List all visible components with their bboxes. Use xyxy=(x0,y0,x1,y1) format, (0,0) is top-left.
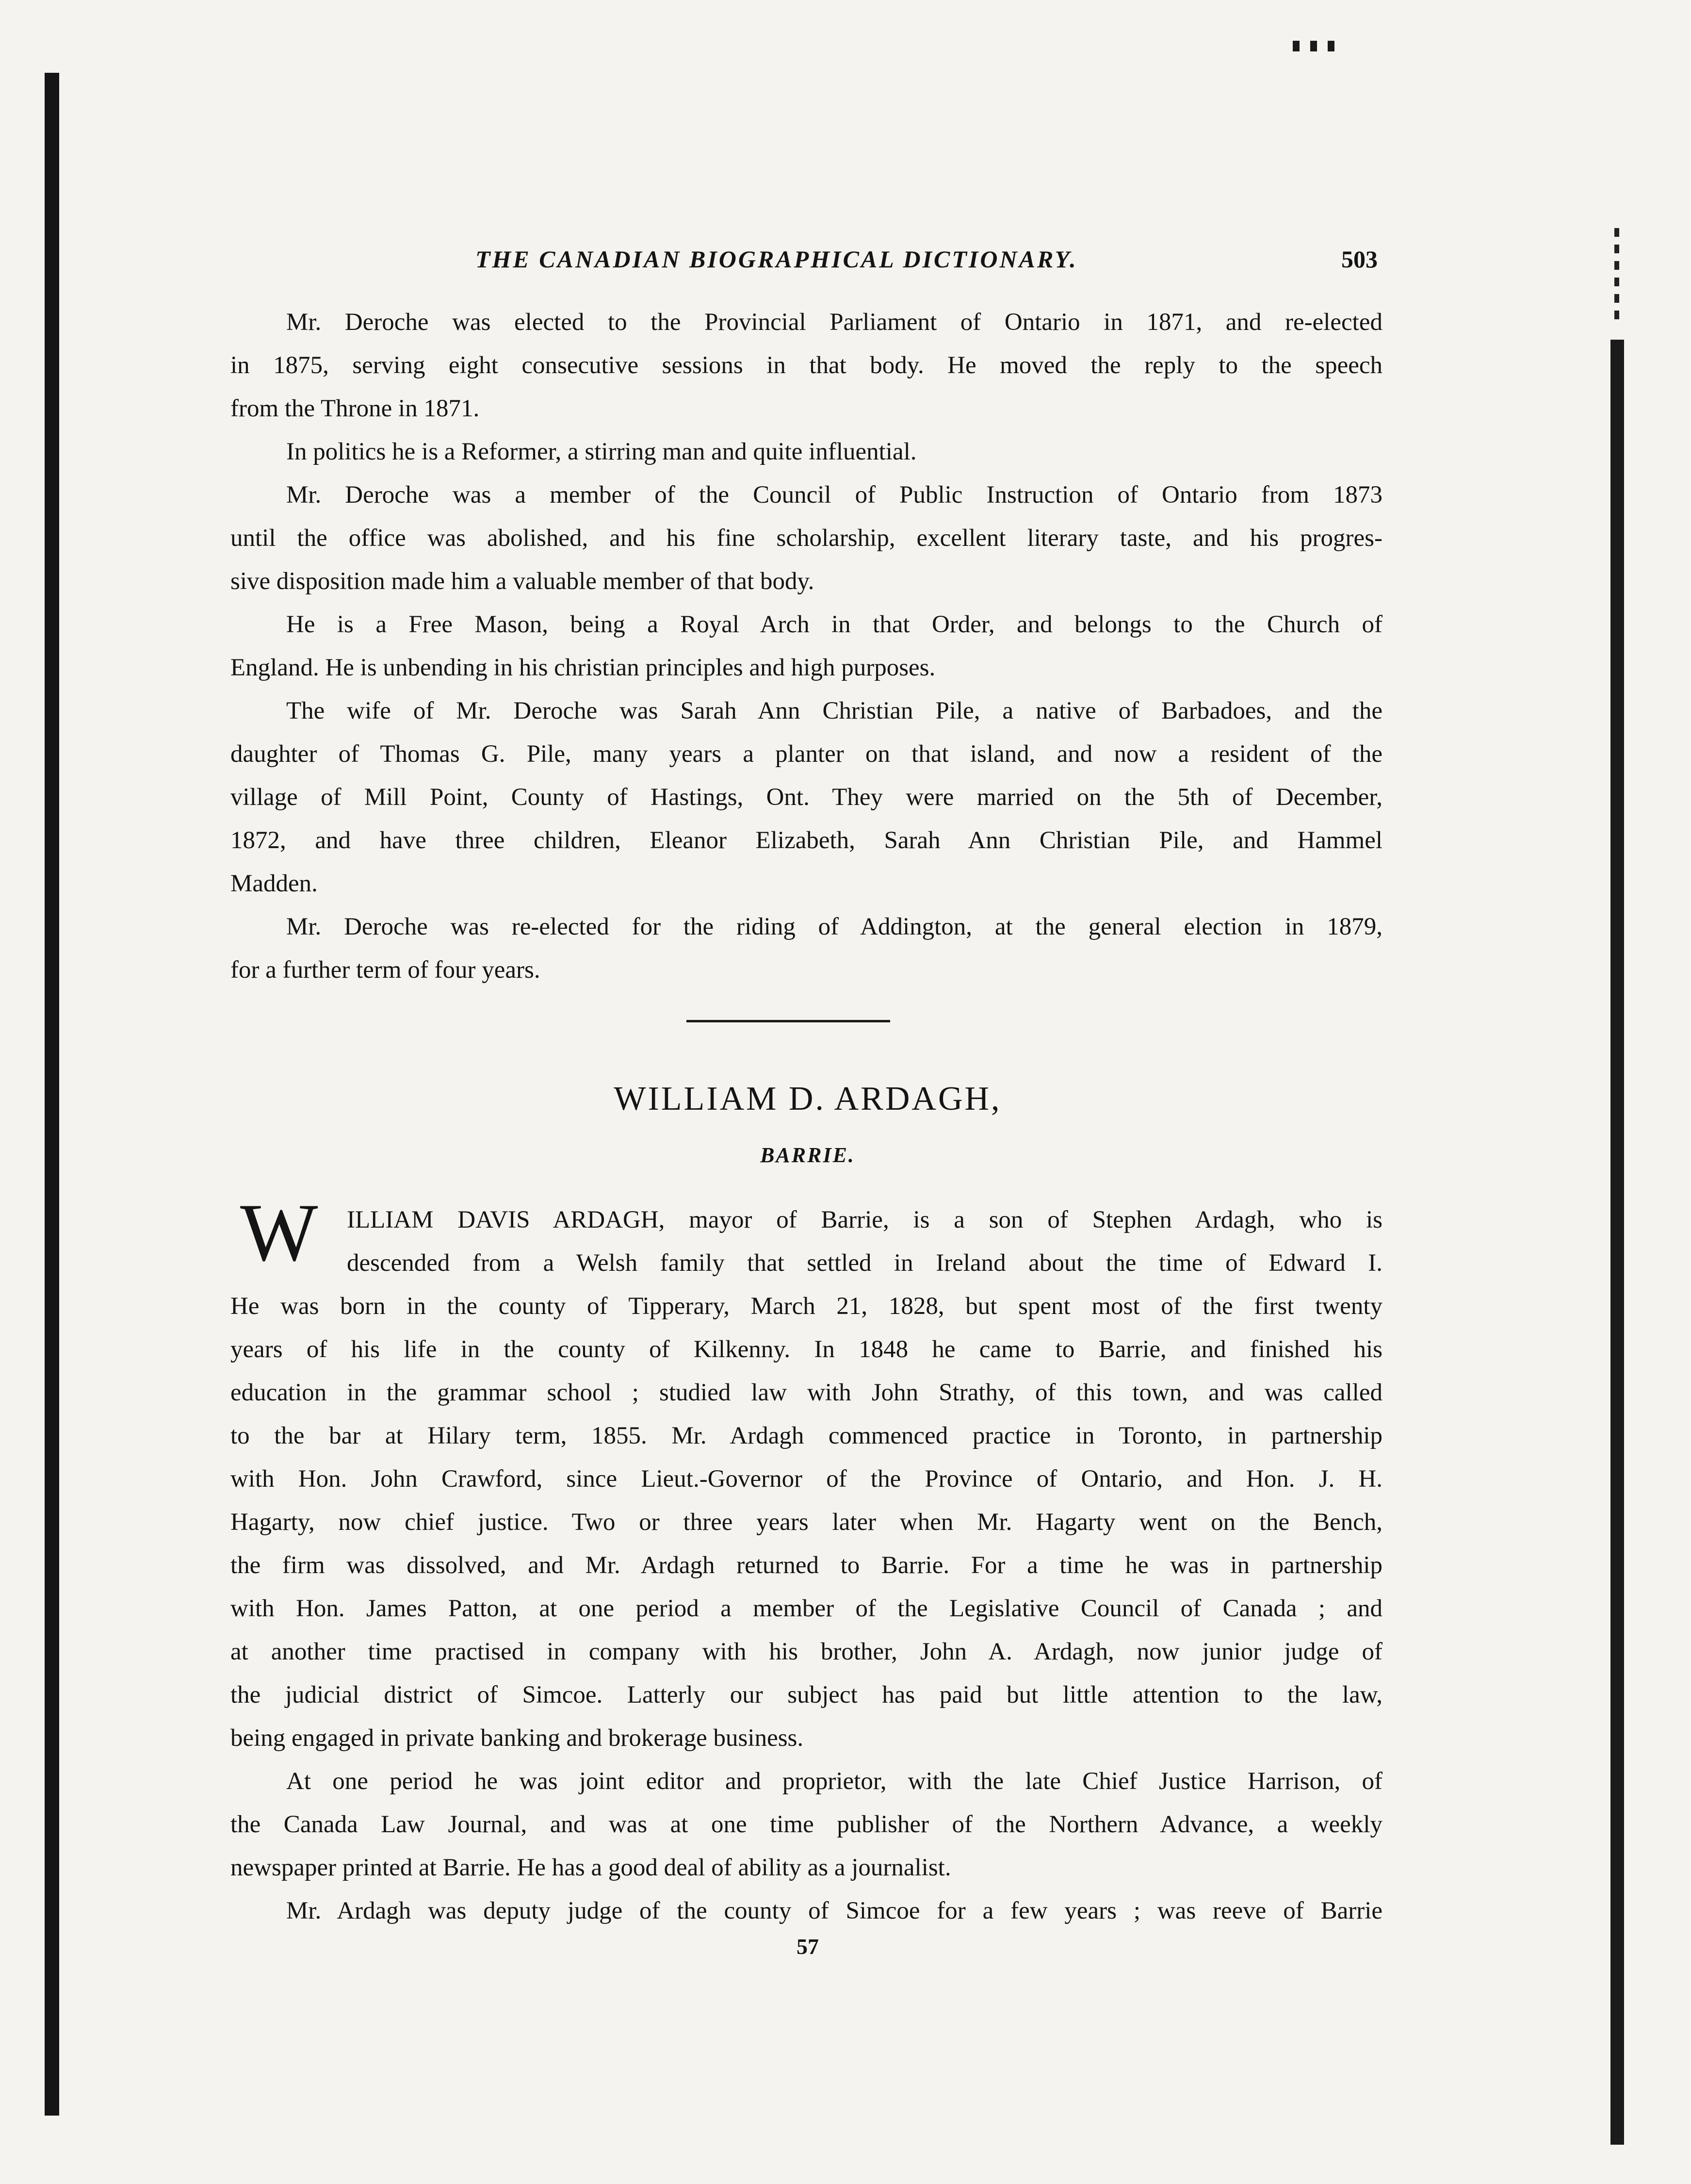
binding-shadow-right xyxy=(1610,340,1624,2145)
text-line: Mr. Ardagh was deputy judge of the county of Simcoe for a few years ; was reeve of Barrie xyxy=(286,1897,1382,1924)
text-line: with Hon. John Crawford, since Lieut.-Governor of the Province of Ontario, and Hon. J. H. xyxy=(230,1465,1382,1493)
text-line: ILLIAM DAVIS ARDAGH, mayor of Barrie, is a son of Stephen Ardagh, who is xyxy=(347,1206,1382,1233)
text-line: village of Mill Point, County of Hastings, Ont. They were married on the 5th of December, xyxy=(230,784,1382,811)
page-header xyxy=(475,245,1378,279)
deroche-section xyxy=(230,301,1382,992)
text-line: Mr. Deroche was elected to the Provincial Parliament of Ontario in 1871, and re-elected xyxy=(286,309,1382,336)
text-line: at another time practised in company with his brother, John A. Ardagh, now junior judge of xyxy=(230,1638,1382,1665)
text-line: the judicial district of Simcoe. Latterly our subject has paid but little attention to the law, xyxy=(230,1681,1382,1708)
running-title: THE CANADIAN BIOGRAPHICAL DICTIONARY. xyxy=(475,246,1078,273)
article-title: WILLIAM D. ARDAGH, xyxy=(614,1080,1002,1117)
text-line: daughter of Thomas G. Pile, many years a planter on that island, and now a resident of the xyxy=(230,740,1382,768)
text-line: In politics he is a Reformer, a stirring man and quite influential. xyxy=(286,438,917,465)
text-line: being engaged in private banking and brokerage business. xyxy=(230,1724,804,1752)
text-line: sive disposition made him a valuable member of that body. xyxy=(230,568,814,595)
text-line: England. He is unbending in his christian principles and high purposes. xyxy=(230,654,936,681)
text-line: He is a Free Mason, being a Royal Arch in that Order, and belongs to the Church of xyxy=(286,611,1382,638)
text-line: 1872, and have three children, Eleanor Elizabeth, Sarah Ann Christian Pile, and Hammel xyxy=(230,827,1382,854)
text-line: Mr. Deroche was a member of the Council of Public Instruction of Ontario from 1873 xyxy=(286,481,1382,509)
text-line: the Canada Law Journal, and was at one time publisher of the Northern Advance, a weekly xyxy=(230,1811,1382,1838)
text-line: with Hon. James Patton, at one period a member of the Legislative Council of Canada ; and xyxy=(230,1595,1382,1622)
section-divider xyxy=(686,1020,890,1022)
folio-signature: 57 xyxy=(797,1934,819,1959)
text-line: Madden. xyxy=(230,870,318,897)
text-line: until the office was abolished, and his fine scholarship, excellent literary taste, and his progres- xyxy=(230,525,1382,552)
page-number: 503 xyxy=(1341,246,1378,273)
text-line: to the bar at Hilary term, 1855. Mr. Ardagh commenced practice in Toronto, in partnership xyxy=(230,1422,1382,1449)
text-line: the firm was dissolved, and Mr. Ardagh returned to Barrie. For a time he was in partnership xyxy=(230,1552,1382,1579)
text-line: Mr. Deroche was re-elected for the riding of Addington, at the general election in 1879, xyxy=(286,913,1382,940)
text-line: for a further term of four years. xyxy=(230,956,540,984)
scan-top-marks xyxy=(1293,41,1336,51)
text-line: education in the grammar school ; studied law with John Strathy, of this town, and was called xyxy=(230,1379,1382,1406)
text-line: Hagarty, now chief justice. Two or three years later when Mr. Hagarty went on the Bench, xyxy=(230,1509,1382,1536)
text-line: years of his life in the county of Kilkenny. In 1848 he came to Barrie, and finished his xyxy=(230,1336,1382,1363)
text-line: The wife of Mr. Deroche was Sarah Ann Christian Pile, a native of Barbadoes, and the xyxy=(286,697,1382,724)
text-line: newspaper printed at Barrie. He has a good deal of ability as a journalist. xyxy=(230,1854,951,1881)
text-line: from the Throne in 1871. xyxy=(230,395,480,422)
ardagh-article-body xyxy=(230,1199,1382,1933)
text-line: descended from a Welsh family that settled in Ireland about the time of Edward I. xyxy=(347,1249,1382,1277)
drop-cap: W xyxy=(240,1187,318,1278)
text-line: He was born in the county of Tipperary, March 21, 1828, but spent most of the first twenty xyxy=(230,1293,1382,1320)
text-line: in 1875, serving eight consecutive sessions in that body. He moved the reply to the speech xyxy=(230,352,1382,379)
scan-edge-marks xyxy=(1614,228,1619,325)
text-line: At one period he was joint editor and proprietor, with the late Chief Justice Harrison, of xyxy=(286,1768,1382,1795)
article-place: BARRIE. xyxy=(760,1143,855,1167)
